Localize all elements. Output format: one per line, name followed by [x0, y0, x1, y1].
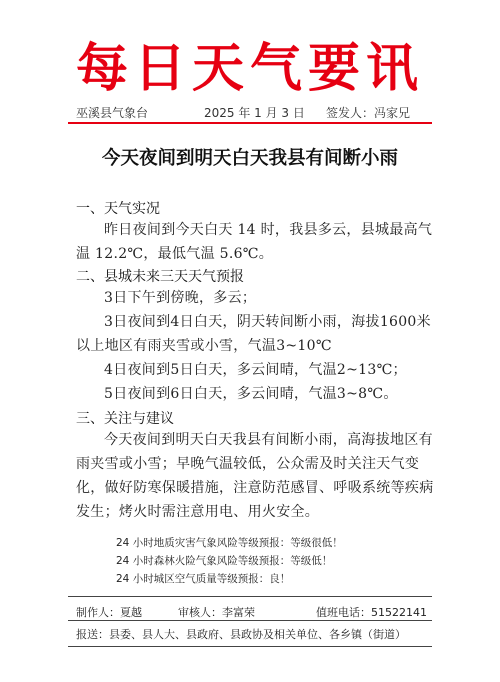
warning-item: 24 小时城区空气质量等级预报：良！ — [116, 573, 291, 585]
forecast-item: 5日夜间到6日白天，多云间晴，气温3~8℃。 — [104, 386, 398, 402]
section-title-advice: 三、关注与建议 — [76, 411, 174, 427]
forecast-item: 3日夜间到4日白天，阴天转间断小雨，海拔1600米以上地区有雨夹雪或小雪，气温3~10℃ — [76, 314, 431, 354]
masthead-title: 每日天气要讯 — [75, 38, 424, 99]
masthead-divider — [68, 122, 432, 124]
footer-divider-top — [68, 596, 432, 597]
footer-divider-bottom — [68, 646, 432, 647]
forecast-item: 4日夜间到5日白天，多云间晴，气温2~13℃； — [104, 362, 407, 378]
headline: 今天夜间到明天白天我县有间断小雨 — [101, 148, 398, 169]
signer: 签发人：冯家兄 — [326, 106, 411, 120]
maker: 制作人：夏越 — [76, 606, 142, 619]
warning-item: 24 小时森林火险气象风险等级预报：等级低！ — [116, 555, 333, 567]
reviewer: 审核人：李富荣 — [178, 606, 255, 619]
warning-item: 24 小时地质灾害气象风险等级预报：等级很低！ — [116, 537, 343, 549]
section-title-observation: 一、天气实况 — [76, 201, 160, 217]
section-title-forecast: 二、县城未来三天天气预报 — [76, 269, 244, 285]
forecast-item: 3日下午到傍晚，多云； — [104, 290, 257, 306]
observation-text: 昨日夜间到今天白天 14 时，我县多云，县城最高气温 12.2℃，最低气温 5.6℃。 — [76, 222, 433, 262]
footer-divider-mid — [68, 620, 432, 621]
warning-list — [116, 534, 343, 588]
duty-phone: 值班电话：51522141 — [316, 606, 427, 619]
advice-text: 今天夜间到明天白天我县有间断小雨，高海拔地区有雨夹雪或小雪；早晚气温较低，公众需及时关注天气变化，做好防寒保暖措施，注意防范感冒、呼吸系统等疾病发生；烤火时需注意用电、用火安全。 — [76, 432, 434, 520]
issue-date: 2025 年 1 月 3 日 — [204, 106, 305, 120]
issuer: 巫溪县气象台 — [76, 106, 149, 120]
report-to: 报送：县委、县人大、县政府、县政协及相关单位、各乡镇（街道） — [76, 628, 406, 641]
